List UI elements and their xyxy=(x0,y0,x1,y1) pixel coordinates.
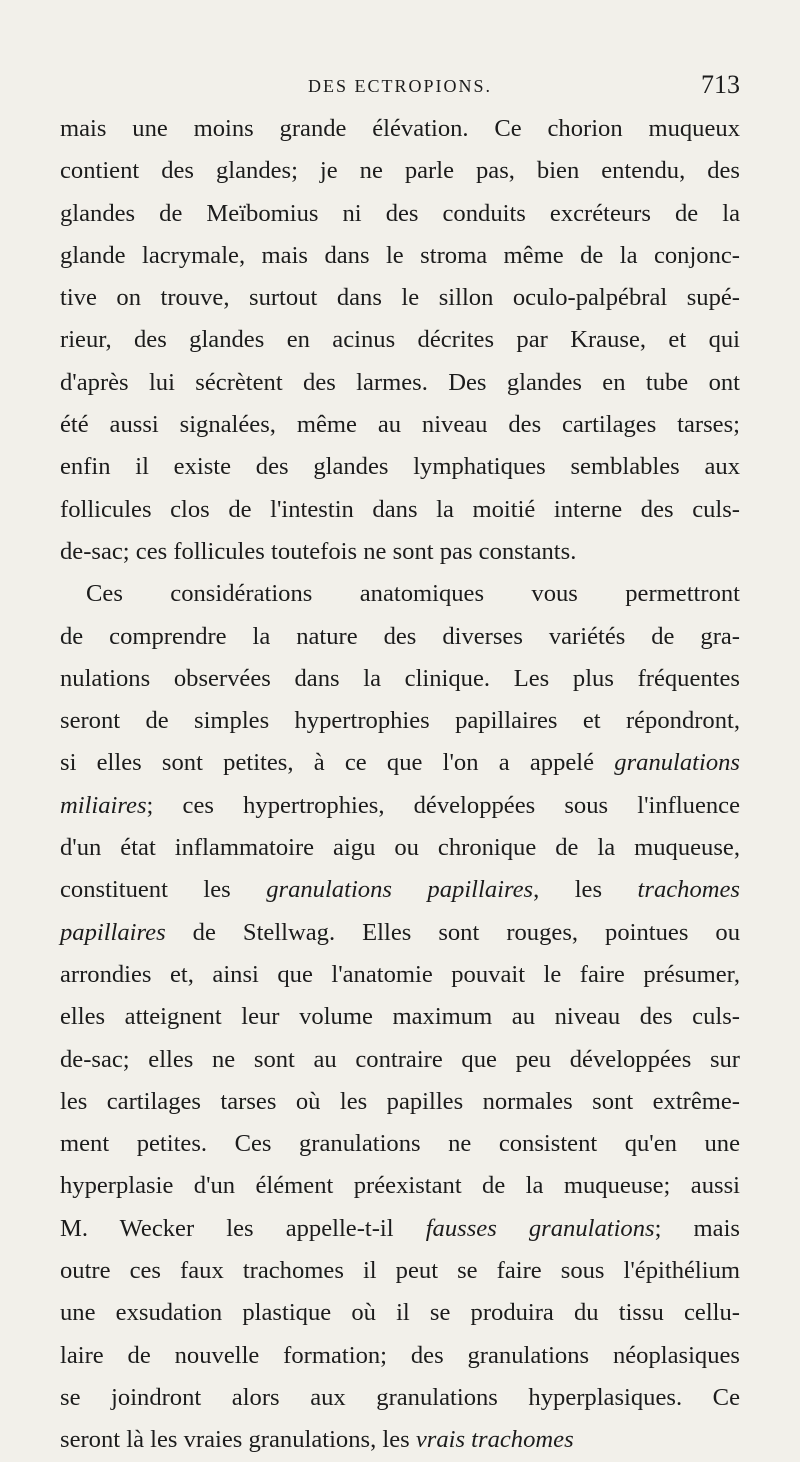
text-run: outre ces faux trachomes il peut se faire sous l'épithélium xyxy=(60,1257,740,1285)
text-run: les cartilages tarses où les papilles normales sont extrême- xyxy=(60,1087,740,1115)
text-run: , les xyxy=(533,876,638,904)
text-line xyxy=(60,108,740,150)
text-line xyxy=(60,1250,740,1292)
text-line xyxy=(60,1165,740,1207)
text-line xyxy=(60,277,740,319)
text-run: seront là les vraies granulations, les xyxy=(60,1426,416,1454)
text-line xyxy=(60,362,740,404)
text-run: d'un état inflammatoire aigu ou chronique de la muqueuse, xyxy=(60,834,740,862)
italic-term: trachomes xyxy=(637,876,741,904)
text-run: constituent les xyxy=(60,876,267,904)
text-run: ; mais xyxy=(654,1214,740,1242)
text-run: hyperplasie d'un élément préexistant de la muqueuse; aussi xyxy=(60,1172,740,1200)
text-line xyxy=(60,1208,740,1250)
text-line xyxy=(60,827,740,869)
text-line xyxy=(60,531,740,573)
text-run: contient des glandes; je ne parle pas, bien entendu, des xyxy=(60,157,740,185)
text-run: enfin il existe des glandes lymphatiques semblables aux xyxy=(60,453,740,481)
text-line xyxy=(60,404,740,446)
text-run: follicules clos de l'intestin dans la moitié interne des culs- xyxy=(60,495,740,523)
text-run: si elles sont petites, à ce que l'on a appelé xyxy=(60,749,615,777)
text-line xyxy=(60,658,740,700)
text-line xyxy=(60,700,740,742)
text-line xyxy=(60,489,740,531)
text-run: ment petites. Ces granulations ne consistent qu'en une xyxy=(60,1130,740,1158)
italic-term: granulations xyxy=(614,749,740,777)
text-line xyxy=(60,1377,740,1419)
text-line xyxy=(60,319,740,361)
text-run: de comprendre la nature des diverses variétés de gra- xyxy=(60,622,740,650)
text-run: ; ces hypertrophies, développées sous l'influence xyxy=(146,791,740,819)
text-run: de-sac; ces follicules toutefois ne sont pas constants. xyxy=(60,537,577,565)
text-line xyxy=(60,1335,740,1377)
text-run: M. Wecker les appelle-t-il xyxy=(60,1214,426,1242)
text-run: tive on trouve, surtout dans le sillon oculo-palpébral supé- xyxy=(60,284,740,312)
body-text xyxy=(60,108,740,1462)
text-line xyxy=(60,1039,740,1081)
text-run: arrondies et, ainsi que l'anatomie pouvait le faire présumer, xyxy=(60,960,740,988)
text-line xyxy=(60,616,740,658)
book-page xyxy=(60,0,741,1454)
text-line xyxy=(60,742,740,784)
italic-term: granulations papillaires xyxy=(266,876,534,904)
text-line xyxy=(60,785,740,827)
text-run: glandes de Meïbomius ni des conduits excréteurs de la xyxy=(60,199,740,227)
text-run: de Stellwag. Elles sont rouges, pointues ou xyxy=(165,918,740,946)
text-run: seront de simples hypertrophies papillaires et répondront, xyxy=(60,707,740,735)
text-line xyxy=(60,1292,740,1334)
text-run: de-sac; elles ne sont au contraire que peu développées sur xyxy=(60,1045,740,1073)
running-title: DES ECTROPIONS. xyxy=(307,76,493,96)
text-line xyxy=(60,869,740,911)
text-run: mais une moins grande élévation. Ce chorion muqueux xyxy=(60,115,740,142)
text-run: glande lacrymale, mais dans le stroma même de la conjonc- xyxy=(60,241,740,269)
text-line xyxy=(60,150,740,192)
text-line xyxy=(60,1419,740,1461)
italic-term: papillaires xyxy=(60,918,166,946)
italic-term: miliaires xyxy=(60,791,147,819)
text-line xyxy=(60,996,740,1038)
text-line xyxy=(60,573,740,615)
text-line xyxy=(60,1123,740,1165)
text-run: elles atteignent leur volume maximum au niveau des culs- xyxy=(60,1003,740,1031)
italic-term: vrais trachomes xyxy=(415,1426,574,1454)
text-line xyxy=(60,912,740,954)
text-run: laire de nouvelle formation; des granulations néoplasiques xyxy=(60,1341,740,1369)
text-run: rieur, des glandes en acinus décrites par Krause, et qui xyxy=(60,326,740,354)
text-run: nulations observées dans la clinique. Les plus fréquentes xyxy=(60,664,740,692)
text-line xyxy=(60,1081,740,1123)
text-line xyxy=(60,446,740,488)
text-line xyxy=(60,954,740,996)
page-number: 713 xyxy=(701,70,740,99)
text-run: d'après lui sécrètent des larmes. Des glandes en tube ont xyxy=(60,368,740,396)
text-run: été aussi signalées, même au niveau des cartilages tarses; xyxy=(60,411,740,439)
text-line xyxy=(60,235,740,277)
text-line xyxy=(60,193,740,235)
text-run: Ces considérations anatomiques vous permettront xyxy=(86,580,740,608)
italic-term: fausses granulations xyxy=(425,1214,655,1242)
text-run: se joindront alors aux granulations hyperplasiques. Ce xyxy=(60,1383,740,1411)
text-run: une exsudation plastique où il se produira du tissu cellu- xyxy=(60,1299,740,1327)
